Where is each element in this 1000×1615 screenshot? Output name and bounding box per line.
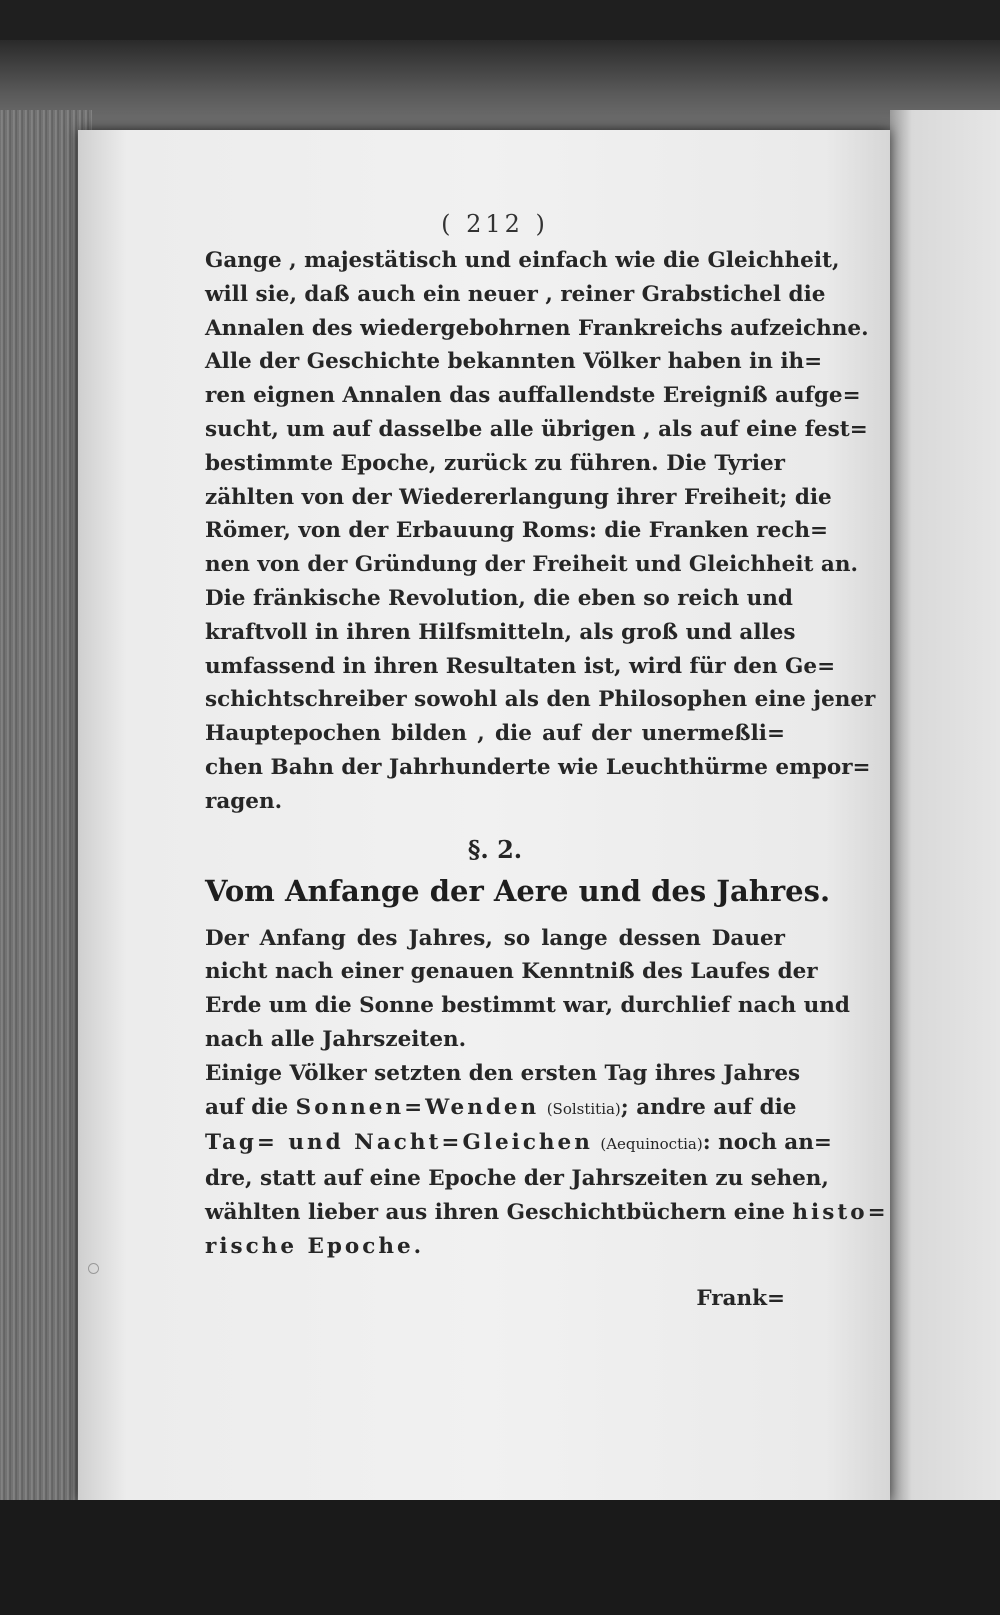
- text-line: dre, statt auf eine Epoche der Jahrszeiten zu sehen,: [205, 1166, 829, 1192]
- section-heading: Vom Anfange der Aere und des Jahres.: [205, 873, 831, 908]
- text-line: chen Bahn der Jahrhunderte wie Leuchthürme empor=: [205, 754, 871, 780]
- paragraph-5: [205, 1057, 889, 1264]
- text-segment: auf die: [205, 1094, 296, 1120]
- margin-hole: [88, 1263, 99, 1274]
- paragraph-2: [205, 345, 868, 582]
- catchword: Frank=: [696, 1285, 785, 1311]
- text-line: Römer, von der Erbauung Roms: die Franken rech=: [205, 518, 828, 544]
- latin-term: (Solstitia): [546, 1099, 621, 1118]
- text-line: [205, 1196, 889, 1230]
- text-line: nach alle Jahrszeiten.: [205, 1026, 467, 1052]
- text-line: ragen.: [205, 788, 283, 814]
- text-line: sucht, um auf dasselbe alle übrigen , als auf eine fest=: [205, 416, 868, 442]
- text-segment: wählten lieber aus ihren Geschichtbüchern eine: [205, 1199, 793, 1225]
- facing-page: [890, 110, 1000, 1510]
- text-line: umfassend in ihren Resultaten ist, wird für den Ge=: [205, 653, 836, 679]
- paragraph-3: [205, 582, 876, 819]
- latin-term: (Aequinoctia): [600, 1135, 703, 1154]
- text-line: nicht nach einer genauen Kenntniß des Laufes der: [205, 959, 818, 985]
- section-mark: §. 2.: [467, 834, 523, 864]
- page-number: ( 212 ): [441, 210, 549, 238]
- text-segment: : noch an=: [702, 1130, 832, 1156]
- spaced-text: rische Epoche: [205, 1233, 414, 1259]
- text-line: Annalen des wiedergebohrnen Frankreichs aufzeichne.: [205, 315, 869, 341]
- text-line: Die fränkische Revolution, die eben so reich und: [205, 585, 793, 611]
- text-line: schichtschreiber sowohl als den Philosophen eine jener: [205, 687, 876, 713]
- text-line: Der Anfang des Jahres, so lange dessen Dauer: [205, 925, 785, 951]
- paragraph-1: [205, 244, 869, 345]
- text-line: Erde um die Sonne bestimmt war, durchlief nach und: [205, 993, 850, 1019]
- text-line: [205, 1126, 832, 1162]
- text-line: kraftvoll in ihren Hilfsmitteln, als groß und alles: [205, 619, 796, 645]
- text-line: Gange , majestätisch und einfach wie die Gleichheit,: [205, 248, 840, 273]
- spaced-text: Tag= und Nacht=Gleichen: [205, 1130, 593, 1156]
- spaced-text: Sonnen=Wenden: [295, 1094, 540, 1120]
- paragraph-4: [205, 922, 850, 1057]
- spaced-text: histo=: [792, 1199, 889, 1225]
- text-line: ren eignen Annalen das auffallendste Ereigniß aufge=: [205, 383, 861, 409]
- text-line: [205, 1091, 797, 1127]
- text-line: will sie, daß auch ein neuer , reiner Grabstichel die: [205, 281, 826, 307]
- background-below: [0, 1500, 1000, 1615]
- text-line: Einige Völker setzten den ersten Tag ihres Jahres: [205, 1060, 801, 1086]
- text-line: [205, 1230, 785, 1264]
- text-segment: .: [413, 1233, 422, 1259]
- text-segment: ; andre auf die: [620, 1094, 797, 1120]
- text-line: zählten von der Wiedererlangung ihrer Freiheit; die: [205, 484, 832, 510]
- text-line: bestimmte Epoche, zurück zu führen. Die Tyrier: [205, 450, 785, 476]
- page-text: [205, 210, 889, 1311]
- text-line: Alle der Geschichte bekannten Völker haben in ih=: [205, 349, 823, 375]
- text-line: nen von der Gründung der Freiheit und Gleichheit an.: [205, 552, 858, 578]
- text-line: Hauptepochen bilden , die auf der unermeßli=: [205, 721, 785, 747]
